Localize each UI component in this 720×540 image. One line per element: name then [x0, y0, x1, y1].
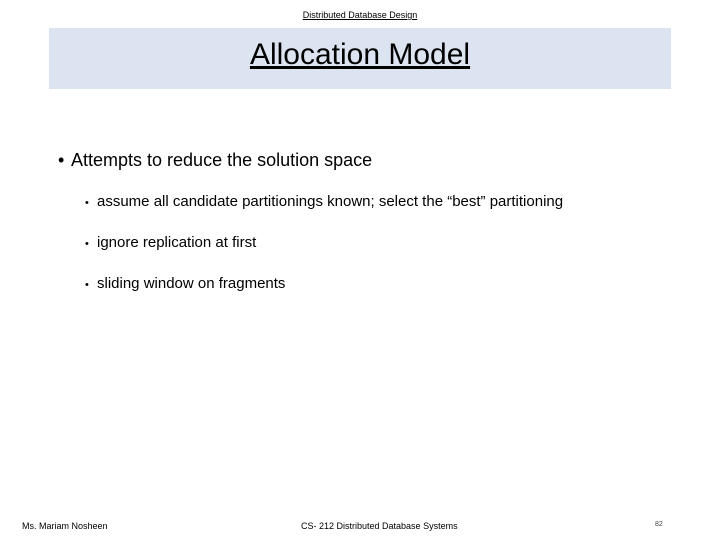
main-bullet-text: Attempts to reduce the solution space — [71, 150, 373, 170]
sub-bullet-marker: • — [85, 197, 89, 209]
footer-course: CS- 212 Distributed Database Systems — [301, 521, 458, 531]
sub-bullet-marker: • — [85, 279, 89, 291]
bullet-marker: • — [58, 150, 65, 170]
sub-bullet — [85, 275, 698, 316]
bullet-list — [58, 150, 698, 316]
sub-bullet — [85, 193, 698, 234]
main-bullet — [58, 150, 698, 171]
header-course-title: Distributed Database Design — [302, 10, 418, 20]
sub-bullet — [85, 234, 698, 275]
sub-bullet-text: sliding window on fragments — [97, 275, 286, 292]
sub-bullet-text: assume all candidate partitionings known; select the “best” partitioning — [97, 193, 564, 210]
footer-page-number: 82 — [655, 521, 663, 528]
footer-author: Ms. Mariam Nosheen — [22, 521, 108, 531]
sub-bullet-text: ignore replication at first — [97, 234, 257, 251]
slide-title: Allocation Model — [249, 38, 471, 71]
sub-bullet-marker: • — [85, 238, 89, 250]
